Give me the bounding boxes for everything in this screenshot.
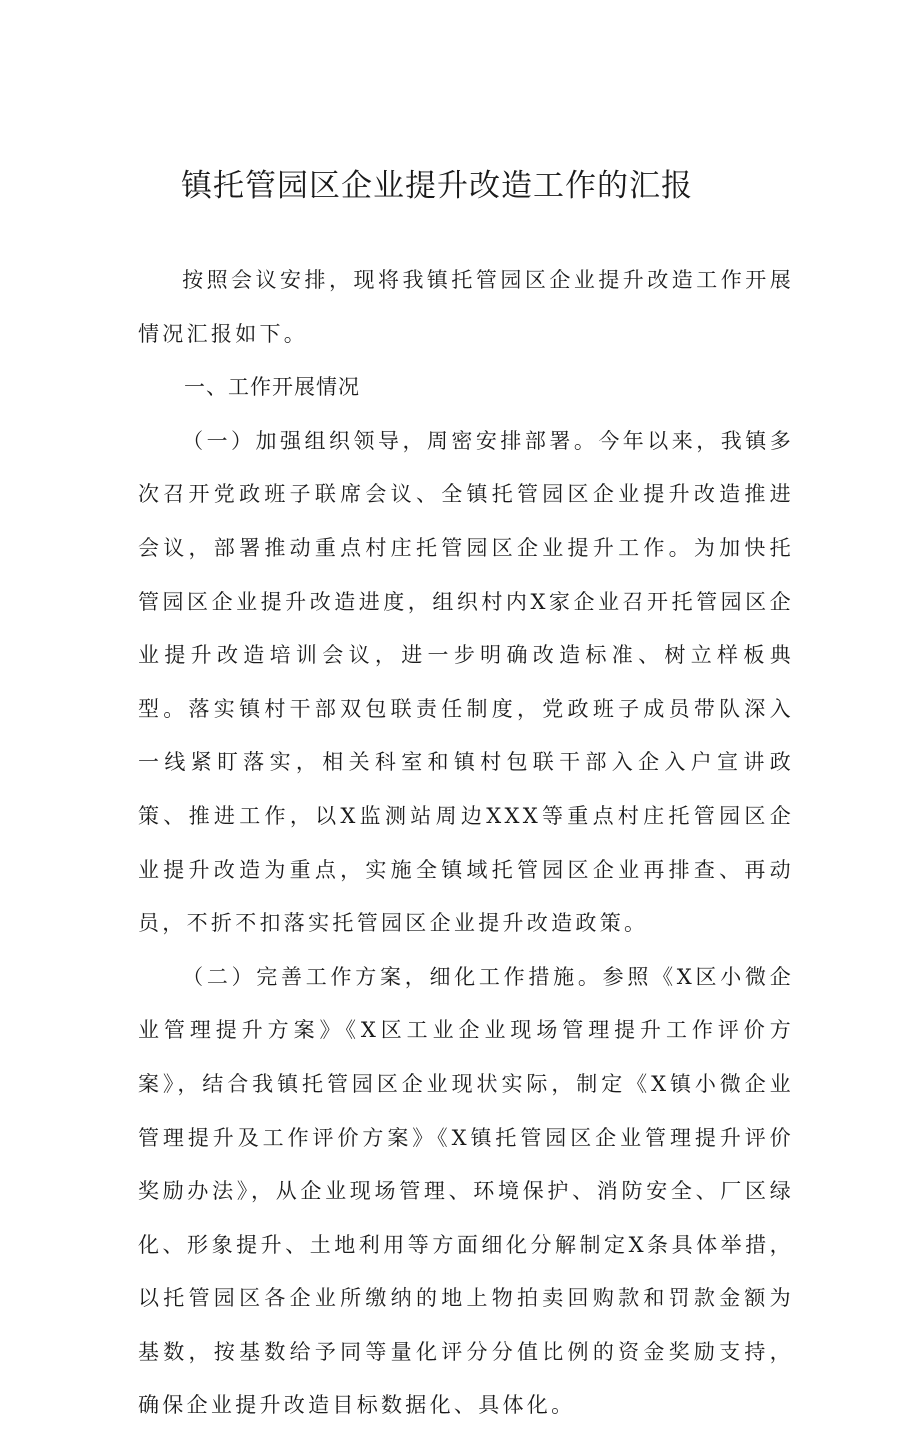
subsection-2-text: 参照《X区小微企业管理提升方案》《X区工业企业现场管理提升工作评价方案》，结合我镇托管园区企业现状实际，制定《X镇小微企业管理提升及工作评价方案》《X镇托管园区企业管理提升评价奖励办法》，从企业现场管理、环境保护、消防安全、厂区绿化、形象提升、土地利用等方面细化分解制定X条具体举措，以托管园区各企业所缴纳的地上物拍卖回购款和罚款金额为基数，按基数给予同等量化评分分值比例的资金奖励支持，确保企业提升改造目标数据化、具体化。 <box>138 964 794 1418</box>
document-body <box>138 254 794 1433</box>
subsection-1-text: 今年以来，我镇多次召开党政班子联席会议、全镇托管园区企业提升改造推进会议，部署推动重点村庄托管园区企业提升工作。为加快托管园区企业提升改造进度，组织村内X家企业召开托管园区企业提升改造培训会议，进一步明确改造标准、树立样板典型。落实镇村干部双包联责任制度，党政班子成员带队深入一线紧盯落实，相关科室和镇村包联干部入企入户宣讲政策、推进工作，以X监测站周边XXX等重点村庄托管园区企业提升改造为重点，实施全镇域托管园区企业再排查、再动员，不折不扣落实托管园区企业提升改造政策。 <box>138 428 794 936</box>
subsection-1-lead: （一）加强组织领导，周密安排部署。 <box>182 428 599 453</box>
paragraph-subsection-1 <box>138 415 794 951</box>
paragraph-subsection-2 <box>138 951 794 1433</box>
section-heading: 一、工作开展情况 <box>184 375 360 400</box>
intro-paragraph: 按照会议安排，现将我镇托管园区企业提升改造工作开展情况汇报如下。 <box>138 268 794 346</box>
subsection-2-lead: （二）完善工作方案，细化工作措施。 <box>182 964 603 989</box>
document-title: 镇托管园区企业提升改造工作的汇报 <box>181 168 693 204</box>
